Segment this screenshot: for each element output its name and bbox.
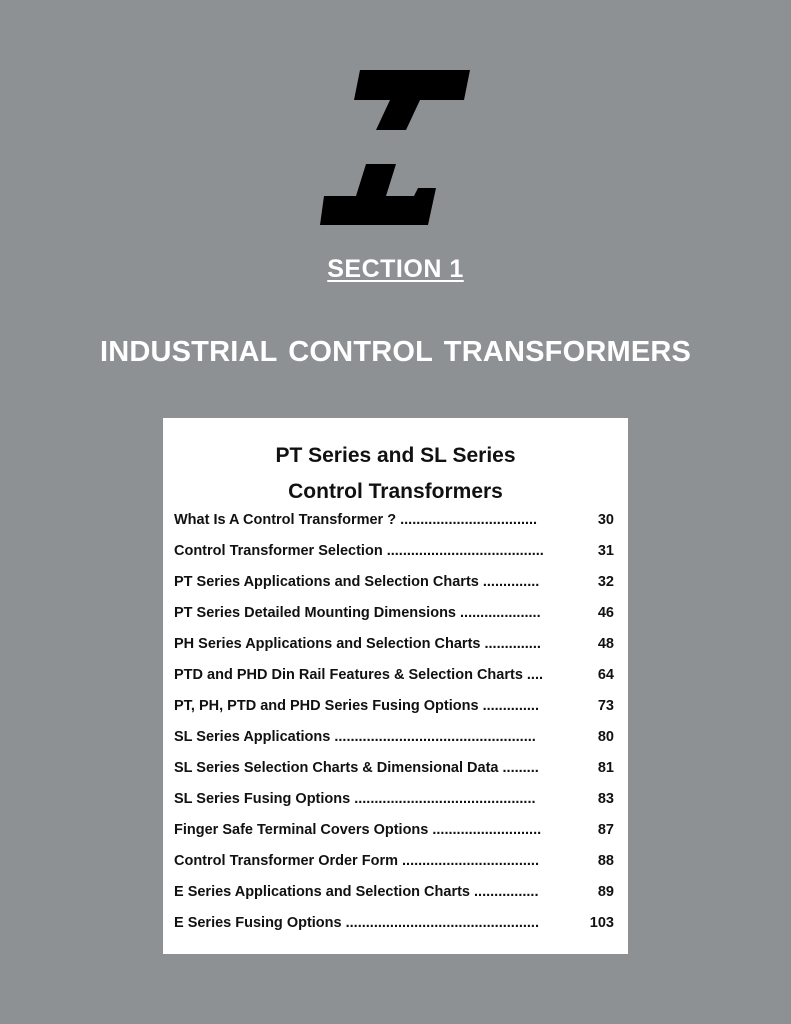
toc-page-number: 48 <box>597 636 614 652</box>
toc-row <box>174 512 614 532</box>
toc-page-number: 83 <box>597 791 614 807</box>
toc-row <box>174 698 614 718</box>
toc-entry-label: SL Series Fusing Options ............................................. <box>174 791 536 807</box>
toc-page-number: 81 <box>597 760 614 776</box>
toc-page-number: 46 <box>597 605 614 621</box>
toc-entry-label: E Series Fusing Options ................................................ <box>174 915 539 931</box>
toc-page-number: 64 <box>597 667 614 683</box>
toc-page-number: 87 <box>597 822 614 838</box>
toc-row <box>174 574 614 594</box>
toc-row <box>174 884 614 904</box>
toc-page-number: 32 <box>597 574 614 590</box>
toc-entry-label: PH Series Applications and Selection Charts .............. <box>174 636 541 652</box>
toc-entry-label: PT Series Applications and Selection Charts .............. <box>174 574 540 590</box>
tl-logo-icon <box>318 68 470 228</box>
toc-row <box>174 853 614 873</box>
toc-entry-label: PT, PH, PTD and PHD Series Fusing Options .............. <box>174 698 539 714</box>
section-label: SECTION 1 <box>327 255 464 283</box>
toc-heading-line1: PT Series and SL Series <box>275 444 516 467</box>
toc-heading-line2: Control Transformers <box>288 480 503 503</box>
toc-entry-label: Control Transformer Selection ....................................... <box>174 543 544 559</box>
table-of-contents <box>163 418 628 954</box>
toc-page-number: 73 <box>597 698 614 714</box>
toc-entry-label: PT Series Detailed Mounting Dimensions .................... <box>174 605 541 621</box>
toc-row <box>174 822 614 842</box>
toc-entry-label: Control Transformer Order Form .................................. <box>174 853 539 869</box>
toc-row <box>174 543 614 563</box>
logo <box>318 68 470 228</box>
toc-row <box>174 605 614 625</box>
toc-entry-label: SL Series Applications .................................................. <box>174 729 536 745</box>
toc-row <box>174 791 614 811</box>
toc-entry-label: What Is A Control Transformer ? .................................. <box>174 512 538 528</box>
toc-page-number: 30 <box>597 512 614 528</box>
toc-page-number: 88 <box>597 853 614 869</box>
toc-row <box>174 729 614 749</box>
toc-entry-label: PTD and PHD Din Rail Features & Selection Charts .... <box>174 667 544 683</box>
page-title: INDUSTRIAL CONTROL TRANSFORMERS <box>99 336 692 368</box>
toc-entry-label: SL Series Selection Charts & Dimensional Data ......... <box>174 760 539 776</box>
toc-row <box>174 760 614 780</box>
toc-page-number: 31 <box>597 543 614 559</box>
toc-row <box>174 636 614 656</box>
toc-page-number: 80 <box>597 729 614 745</box>
toc-entry-label: Finger Safe Terminal Covers Options ........................... <box>174 822 542 838</box>
toc-page-number: 103 <box>589 915 614 931</box>
toc-page-number: 89 <box>597 884 614 900</box>
toc-row <box>174 915 614 935</box>
toc-row <box>174 667 614 687</box>
toc-entry-label: E Series Applications and Selection Charts ................ <box>174 884 539 900</box>
